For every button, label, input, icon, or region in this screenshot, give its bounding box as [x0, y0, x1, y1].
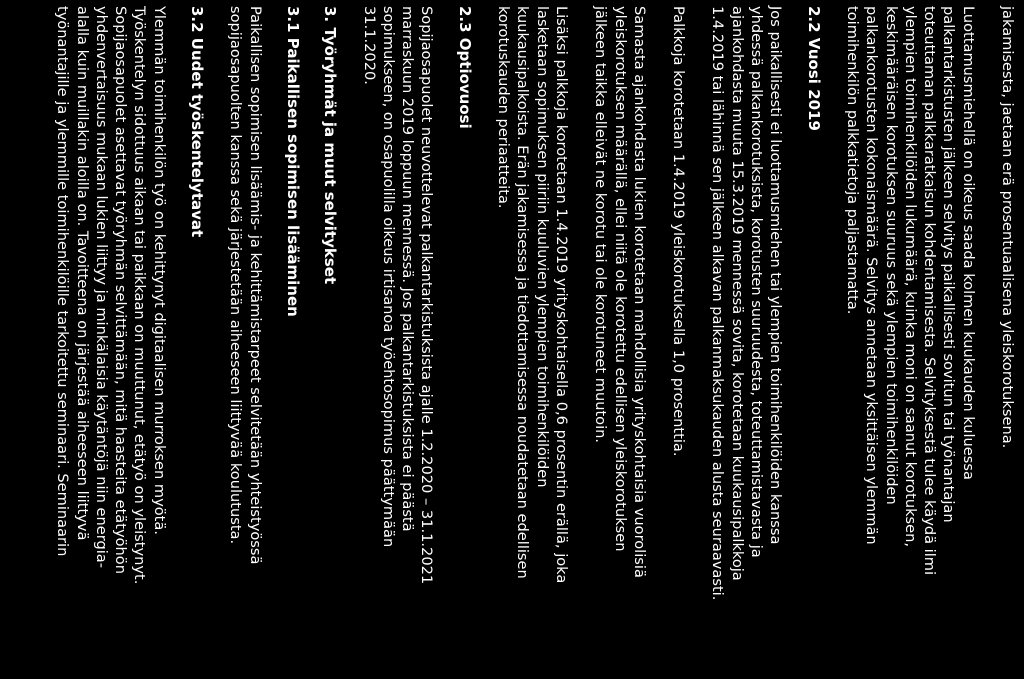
- heading-3-2: 3.2 Uudet työskentelytavat: [188, 6, 207, 238]
- text-line: korotuskauden periaatteita.: [495, 6, 513, 209]
- paragraph-luottamusmies: [843, 6, 978, 673]
- paragraph-2-2-b: [669, 6, 688, 673]
- heading-3: 3. Työryhmät ja muut selvitykset: [321, 6, 340, 285]
- text-line: Jos paikallisesti ei luottamusmiehen tai ylempien toimihenkilöiden kanssa: [767, 6, 785, 545]
- text-line: Paikallisen sopimisen lisäämis- ja kehittämistarpeet selvitetään yhteistyössä: [246, 6, 264, 565]
- text-line: yhdenvertaisuus mukaan lukien liittyy ja minkälaisia käytäntöjä niin energia-: [92, 6, 110, 568]
- paragraph-intro: [998, 6, 1017, 673]
- text-line: Lisäksi palkkoja korotetaan 1.4.2019 yrityskohtaisella 0,6 prosentin erällä, joka: [552, 6, 570, 584]
- text-line: Palkkoja korotetaan 1.4.2019 yleiskorotuksella 1,0 prosenttia.: [670, 6, 688, 457]
- text-line: ylempien toimihenkilöiden lukumäärä, kuinka moni on saanut korotuksen,: [901, 6, 919, 548]
- text-line: palkantarkistusten jälkeen selvitys paikallisesti sovitun tai työnantajan: [940, 6, 958, 523]
- paragraph-3-1: [226, 6, 265, 673]
- text-line: sopijaosapuolten kanssa sekä järjestetään aiheeseen liittyvää koulutusta.: [227, 6, 245, 545]
- text-line: työnantajille ja ylemmille toimihenkilöille tarkoitettu seminaari. Seminaarin: [54, 6, 72, 557]
- text-line: 1.4.2019 tai lähinnä sen jälkeen alkavan palkanmaksukauden alusta seuraavasti.: [709, 6, 727, 601]
- text-line: palkankorotusten kokonaismäärä. Selvitys annetaan yksittäisen ylemmän: [863, 6, 881, 545]
- paragraph-2-2-a: [708, 6, 785, 673]
- text-line: jakamisesta, jaetaan erä prosentuaalisena yleiskorotuksena.: [999, 6, 1016, 449]
- text-line: ajankohdasta muuta 15.3.2019 mennessä sovita, korotetaan kuukausipalkkoja: [728, 6, 746, 581]
- text-line: kuukausipalkoista. Erän jakamisessa ja tiedottamisessa noudatetaan edellisen: [514, 6, 532, 579]
- text-line: Luottamusmiehellä on oikeus saada kolmen kuukauden kuluessa: [959, 6, 977, 480]
- paragraph-2-2-d: [494, 6, 571, 673]
- text-line: toimihenkilön palkkatietoja paljastamatta.: [843, 6, 861, 315]
- text-line: marraskuun 2019 loppuun mennessä. Jos palkantarkistuksista ei päästä: [399, 6, 417, 532]
- text-line: toteuttaman palkkaratkaisun kohdentamisesta. Selvityksestä tulee käydä ilmi: [921, 6, 939, 576]
- text-line: Samasta ajankohdasta lukien korotetaan mahdollisia yrityskohtaisia vuorolisiä: [630, 6, 648, 578]
- paragraph-2-2-c: [591, 6, 649, 673]
- text-line: Sopijaosapuolet asettavat työryhmän selvittämään, mitä haasteita etätyöhön: [112, 6, 130, 574]
- text-line: alalla kuin muillakin aloilla on. Tavoitteena on järjestää aiheeseen liittyvä: [73, 6, 91, 541]
- text-line: keskimääräisen korotuksen suuruus sekä ylempien toimihenkilöiden: [882, 6, 900, 505]
- paragraph-2-3: [359, 6, 436, 673]
- text-line: jälkeen taikka elleivät ne korotu tai ole korotuneet muutoin.: [592, 6, 610, 444]
- heading-2-2: 2.2 Vuosi 2019: [804, 6, 823, 131]
- text-line: Sopijaosapuolet neuvottelevat palkantarkistuksista ajalle 1.2.2020 – 31.1.2021: [418, 6, 436, 585]
- text-line: yleiskorotuksen määrällä, ellei niitä ole korotettu edellisen yleiskorotuksen: [611, 6, 629, 552]
- paragraph-3-2: [53, 6, 169, 673]
- text-line: yhdessä palkankorotuksista, korotusten suuruudesta, toteuttamistavasta ja: [748, 6, 766, 558]
- text-line: sopimukseen, on osapuolilla oikeus irtisanoa työehtosopimus päättymään: [379, 6, 397, 548]
- heading-3-1: 3.1 Paikallisen sopimisen lisääminen: [283, 6, 302, 317]
- text-line: Ylemmän toimihenkilön työ on kehittynyt digitaalisen murroksen myötä.: [150, 6, 168, 535]
- text-line: 31.1.2020.: [360, 6, 378, 85]
- heading-2-3: 2.3 Optiovuosi: [455, 6, 474, 129]
- text-line: lasketaan sopimuksen piiriin kuuluvien ylempien toimihenkilöiden: [533, 6, 551, 488]
- text-line: Työskentelyn sidottuus aikaan tai paikkaan on muuttunut, etätyö on yleistynyt.: [131, 6, 149, 585]
